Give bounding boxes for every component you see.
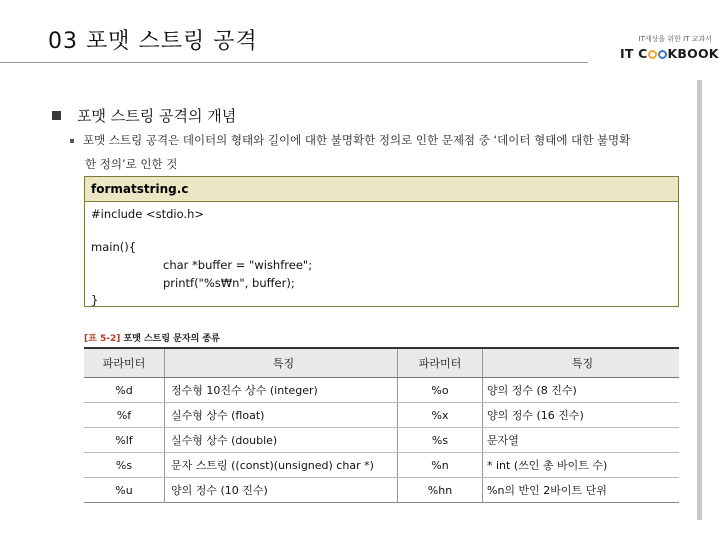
table-cell: %f (84, 403, 165, 428)
table-cell: %n (398, 453, 483, 478)
table-cell: 양의 정수 (8 진수) (483, 378, 680, 403)
table-caption-text: 포맷 스트링 문자의 종류 (120, 334, 220, 344)
section-heading-text: 포맷 스트링 공격의 개념 (77, 107, 237, 125)
logo-o-orange-icon (648, 50, 657, 59)
logo-wordmark: IT C KBOOK (620, 46, 719, 61)
table-cell: 양의 정수 (16 진수) (483, 403, 680, 428)
itcookbook-logo (620, 34, 719, 66)
table-cell: %x (398, 403, 483, 428)
table-row (84, 478, 679, 503)
table-cell: %hn (398, 478, 483, 503)
square-bullet-icon (52, 111, 61, 120)
table-header-cell: 파라미터 (84, 348, 165, 378)
table-header-row (84, 348, 679, 378)
table-cell: 실수형 상수 (float) (165, 403, 398, 428)
body-line-2: 한 정의’로 인한 것 (85, 157, 178, 171)
table-row (84, 378, 679, 403)
table-caption-number: [표 5-2] (84, 334, 121, 344)
title-divider (0, 62, 588, 63)
table-header-cell: 특징 (483, 348, 680, 378)
body-paragraph (70, 128, 690, 152)
table-cell: %lf (84, 428, 165, 453)
code-line: } (91, 293, 99, 307)
section-heading (52, 105, 236, 126)
table-cell: %n의 반인 2바이트 단위 (483, 478, 680, 503)
table-caption (84, 331, 220, 344)
table-cell: 문자열 (483, 428, 680, 453)
table-cell: %s (398, 428, 483, 453)
table-cell: %d (84, 378, 165, 403)
code-line: char *buffer = "wishfree"; (163, 258, 313, 272)
code-line: printf("%s₩n", buffer); (163, 276, 295, 290)
table-header-cell: 특징 (165, 348, 398, 378)
logo-o-blue-icon (658, 50, 667, 59)
code-line: #include <stdio.h> (91, 207, 205, 221)
table-cell: %s (84, 453, 165, 478)
body-line-1: 포맷 스트링 공격은 데이터의 형태와 길이에 대한 불명확한 정의로 인한 문제점 중 ‘데이터 형태에 대한 불명확 (83, 133, 631, 147)
table-cell: 정수형 10진수 상수 (integer) (165, 378, 398, 403)
code-line: main(){ (91, 240, 137, 254)
code-filename: formatstring.c (85, 177, 678, 202)
format-string-table (84, 347, 679, 503)
right-decoration-bar (697, 80, 702, 520)
table-row (84, 453, 679, 478)
table-row (84, 403, 679, 428)
table-row (84, 428, 679, 453)
table-cell: 양의 정수 (10 진수) (165, 478, 398, 503)
table-cell: %o (398, 378, 483, 403)
table-cell: 문자 스트링 ((const)(unsigned) char *) (165, 453, 398, 478)
slide-title: 03 포맷 스트링 공격 (48, 29, 258, 54)
table-cell: %u (84, 478, 165, 503)
table-cell: * int (쓰인 총 바이트 수) (483, 453, 680, 478)
table-header-cell: 파라미터 (398, 348, 483, 378)
table-cell: 실수형 상수 (double) (165, 428, 398, 453)
code-box (84, 176, 679, 307)
logo-tagline: IT세상을 위한 IT 교과서 (638, 35, 712, 43)
small-bullet-icon (70, 139, 74, 143)
